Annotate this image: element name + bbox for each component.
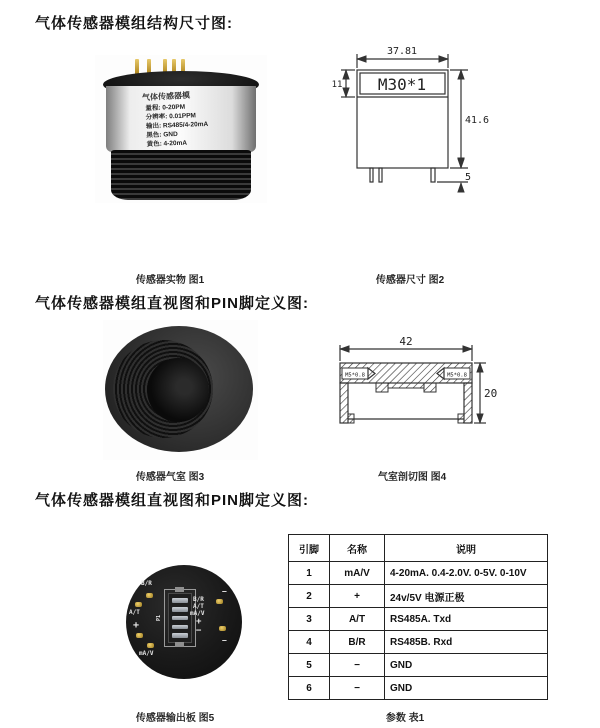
sensor-photo (95, 55, 267, 203)
cell-name: − (330, 677, 385, 700)
thread-spec-label: M30*1 (377, 75, 427, 94)
pcb-label: B/R (193, 596, 204, 603)
gas-chamber-photo (103, 320, 258, 460)
drawing-pin (379, 168, 382, 182)
cell-name: A/T (330, 608, 385, 631)
label-line: 黑色: GND (146, 130, 178, 140)
thread-left-label: M5*0.8 (345, 372, 365, 379)
connector-slot (172, 625, 188, 630)
table-row (289, 631, 548, 654)
cell-desc: RS485A. Txd (385, 608, 548, 631)
header-pin: 引脚 (289, 535, 330, 562)
connector-tab (175, 642, 184, 647)
dim-band-height-label: 11 (331, 80, 343, 90)
cell-name: − (330, 654, 385, 677)
connector-slot (172, 598, 188, 603)
pcb-reference-designator: P1 (156, 614, 163, 622)
caption-figure-5: 传感器输出板 图5 (135, 713, 215, 724)
pcb-label: B/R (141, 580, 152, 587)
caption-figure-3: 传感器气室 图3 (135, 472, 205, 483)
section2-title: 气体传感器模组直视图和PIN脚定义图: (35, 295, 310, 312)
table-row (289, 562, 548, 585)
dim-height-label: 20 (484, 387, 498, 400)
cell-pin: 2 (289, 585, 330, 608)
pcb-label: − (222, 636, 227, 645)
dim-width-label: 42 (399, 335, 413, 348)
cell-pin: 3 (289, 608, 330, 631)
dimension-drawing-section (318, 334, 498, 434)
cell-desc: GND (385, 654, 548, 677)
connector-slot (172, 607, 188, 612)
header-desc: 说明 (385, 535, 548, 562)
label-line: 输出: RS485/4-20mA (145, 120, 209, 131)
section1-title: 气体传感器模组结构尺寸图: (35, 15, 233, 32)
cell-pin: 1 (289, 562, 330, 585)
sensor-label-specs (145, 102, 209, 149)
table-row (289, 608, 548, 631)
connector-slot (172, 616, 188, 621)
label-line: 量程: 0-20PM (145, 103, 186, 113)
cell-pin: 5 (289, 654, 330, 677)
cell-desc: 4-20mA. 0.4-2.0V. 0-5V. 0-10V (385, 562, 548, 585)
cell-name: B/R (330, 631, 385, 654)
sensor-label-title: 气体传感器模 (141, 90, 191, 103)
output-board-photo (126, 565, 242, 679)
solder-pad (216, 599, 223, 604)
header-name: 名称 (330, 535, 385, 562)
drawing-pin (370, 168, 373, 182)
pcb-label: A/T (129, 609, 140, 616)
dim-width-label: 37.81 (386, 46, 418, 57)
dim-height-label: 41.6 (465, 115, 490, 126)
caption-figure-2: 传感器尺寸 图2 (375, 275, 445, 286)
solder-pad (219, 626, 226, 631)
cell-name: mA/V (330, 562, 385, 585)
pcb-label: + (133, 620, 140, 631)
section3-title: 气体传感器模组直视图和PIN脚定义图: (35, 492, 310, 509)
dimension-drawing-front (330, 40, 508, 198)
solder-pad (146, 593, 153, 598)
sensor-ribbed-base (111, 150, 251, 200)
pcb-label: mA/V (139, 650, 154, 657)
pcb-label: mA/V (190, 610, 205, 617)
table-row (289, 585, 548, 608)
pin-definition-table (288, 534, 548, 700)
cell-desc: GND (385, 677, 548, 700)
sensor-label (106, 86, 256, 152)
caption-figure-1: 传感器实物 图1 (135, 275, 205, 286)
connector-slot (172, 633, 188, 638)
table-row (289, 654, 548, 677)
pcb-label: − (222, 587, 227, 596)
solder-pad (147, 643, 154, 648)
cell-pin: 4 (289, 631, 330, 654)
table-row (289, 677, 548, 700)
solder-pad (135, 602, 142, 607)
pin-connector (168, 593, 192, 643)
connector-tab (175, 587, 184, 592)
table-header-row (289, 535, 548, 562)
drawing-pin (431, 168, 435, 182)
label-line: 黄色: 4-20mA (146, 139, 188, 149)
caption-figure-4: 气室剖切图 图4 (377, 472, 447, 483)
cell-name: + (330, 585, 385, 608)
cell-desc: RS485B. Rxd (385, 631, 548, 654)
thread-right-label: M5*0.8 (447, 372, 467, 379)
cell-desc: 24v/5V 电源正极 (385, 585, 548, 608)
cell-pin: 6 (289, 677, 330, 700)
pcb-label: A/T (193, 603, 204, 610)
caption-table-1: 参数 表1 (385, 713, 425, 724)
label-line: 分辨率: 0.01PPM (145, 112, 197, 122)
pcb-label: − (196, 626, 202, 636)
solder-pad (136, 633, 143, 638)
chamber-opening (147, 358, 209, 422)
dim-pin-height-label: 5 (465, 172, 472, 183)
pcb-label: + (196, 617, 202, 627)
